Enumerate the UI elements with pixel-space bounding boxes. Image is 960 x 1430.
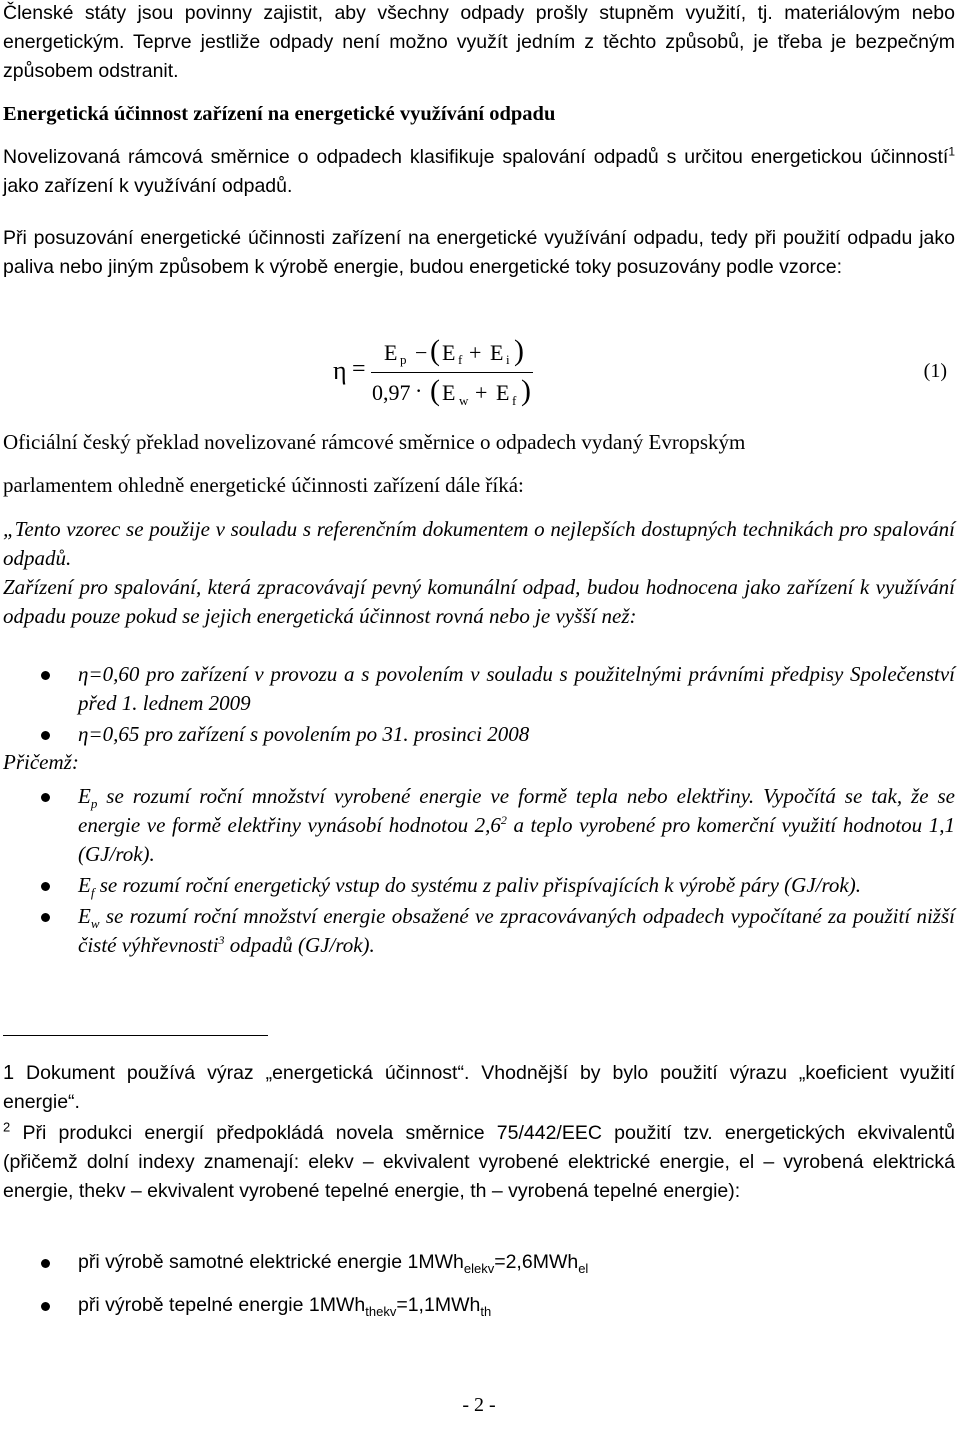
efficiency-threshold-list	[3, 660, 955, 749]
formula-num-sub-p: p	[400, 352, 407, 367]
list-item: η=0,60 pro zařízení v provozu a s povolením v souladu s použitelnými právními předpisy Společenství před 1. lednem 2009	[3, 660, 955, 718]
item-sub: el	[578, 1260, 589, 1276]
definition-text: a teplo vyrobené pro komerční využití hodnotou 1,1 (GJ/rok).	[78, 813, 955, 866]
footnote-ref-2: 2	[500, 813, 507, 827]
formula-num-E2: E	[442, 340, 456, 365]
formula-den-sub-f: f	[512, 393, 517, 408]
quote-paragraph-2: Zařízení pro spalování, která zpracovávají pevný komunální odpad, budou hodnocena jako zařízení k využívání odpadu pouze pokud se jejich energetická účinnost rovná nebo je vyšší než:	[3, 575, 955, 628]
footnote-ref-3: 3	[218, 933, 225, 947]
formula-fraction-bar	[371, 372, 533, 373]
pricemz-label: Přičemž:	[3, 750, 79, 774]
item-sub: elekv	[463, 1260, 495, 1276]
symbol-sub: f	[90, 885, 95, 901]
paragraph-text: jako zařízení k využívání odpadů.	[3, 175, 293, 197]
item-sub: thekv	[365, 1303, 397, 1319]
symbol-sub: w	[90, 916, 100, 932]
symbol: E	[78, 904, 91, 928]
paragraph-official-translation-line1: Oficiální český překlad novelizované rámcové směrnice o odpadech vydaný Evropským	[3, 430, 746, 454]
footnote-text: Při produkci energií předpokládá novela směrnice 75/442/EEC použití tzv. energetických ekvivalentů (přičemž dolní indexy znamenají: elekv – ekvivalent vyrobené elektrické energie, el – vyrobená elektrická energie, thekv – ekvivalent vyrobené tepelné energie, th – vyrobená tepelné energie):	[3, 1122, 955, 1202]
definition-text: se rozumí roční množství vyrobené energie ve formě tepla nebo elektřiny. Vypočítá se tak, že se energie ve formě elektřiny vynásobí hodnotou 2,6	[78, 784, 955, 837]
item-text: =1,1MWh	[396, 1294, 481, 1316]
item-sub: th	[480, 1303, 492, 1319]
definition-text: se rozumí roční energetický vstup do systému z paliv přispívajících k výrobě páry (GJ/rok).	[94, 873, 861, 897]
list-item: η=0,65 pro zařízení s povolením po 31. prosinci 2008	[3, 720, 955, 749]
paragraph-text: Novelizovaná rámcová směrnice o odpadech klasifikuje spalování odpadů s určitou energetickou účinností	[3, 146, 949, 168]
symbol: E	[78, 784, 91, 808]
definitions-list	[3, 782, 955, 960]
formula-num-sub-i: i	[506, 352, 510, 367]
item-text: při výrobě tepelné energie 1MWh	[78, 1294, 366, 1316]
formula-den-lparen: (	[430, 374, 440, 407]
efficiency-formula	[3, 334, 955, 408]
list-item	[3, 1291, 955, 1320]
formula-den-E2: E	[496, 380, 510, 405]
equation-number: (1)	[923, 360, 947, 382]
footnote-ref-1: 1	[948, 144, 955, 159]
definition-text: odpadů (GJ/rok).	[224, 933, 375, 957]
formula-num-lparen: (	[430, 334, 440, 367]
formula-num-rparen: )	[514, 334, 524, 367]
footnote-text: Dokument používá výraz „energetická účinnost“. Vhodnější by bylo použití výrazu „koeficient využití energie“.	[3, 1062, 955, 1113]
list-item	[3, 902, 955, 960]
footnote-separator	[3, 1035, 268, 1036]
list-item	[3, 1248, 955, 1277]
item-text: =2,6MWh	[494, 1251, 579, 1273]
formula-den-sub-w: w	[459, 393, 469, 408]
section-heading: Energetická účinnost zařízení na energetické využívání odpadu	[3, 103, 556, 125]
paragraph-official-translation-line2: parlamentem ohledně energetické účinnosti zařízení dále říká:	[3, 473, 524, 497]
formula-den-dot: ·	[415, 378, 423, 403]
energy-equivalents-list	[3, 1248, 955, 1320]
item-text: při výrobě samotné elektrické energie 1MWh	[78, 1251, 464, 1273]
formula-num-sub-f: f	[458, 352, 463, 367]
formula-num-plus: +	[469, 340, 482, 365]
footnote-1	[3, 1059, 955, 1117]
symbol: E	[78, 873, 91, 897]
page-number: - 2 -	[462, 1394, 496, 1416]
symbol-sub: p	[90, 796, 98, 812]
formula-den-plus: +	[475, 380, 488, 405]
quote-paragraph-1: „Tento vzorec se použije v souladu s referenčním dokumentem o nejlepších dostupných technikách pro spalování odpadů.	[3, 517, 955, 570]
paragraph-assessment: Při posuzování energetické účinnosti zařízení na energetické využívání odpadu, tedy při použití odpadu jako paliva nebo jiným způsobem k výrobě energie, budou energetické toky posuzovány podle vzorce:	[3, 227, 955, 278]
formula-num-E: E	[384, 340, 398, 365]
list-item	[3, 782, 955, 869]
formula-eta: η	[333, 356, 347, 385]
formula-num-E3: E	[490, 340, 504, 365]
formula-den-E: E	[442, 380, 456, 405]
formula-den-coef: 0,97	[372, 380, 411, 405]
intro-paragraph: Členské státy jsou povinny zajistit, aby všechny odpady prošly stupněm využití, tj. materiálovým nebo energetickým. Teprve jestliže odpady není možno využít jedním z těchto způsobů, je třeba je bezpečným způsobem odstranit.	[3, 2, 955, 82]
footnote-mark: 1	[3, 1062, 15, 1084]
footnote-2	[3, 1119, 955, 1206]
formula-num-minus: −	[415, 340, 428, 365]
definition-text: se rozumí roční množství energie obsažené ve zpracovávaných odpadech vypočítané za použití nižší čisté výhřevnosti	[78, 904, 955, 957]
paragraph-classification	[3, 143, 955, 201]
footnote-mark: 2	[3, 1119, 11, 1135]
list-item	[3, 871, 955, 900]
formula-den-rparen: )	[521, 374, 531, 407]
formula-equals: =	[352, 356, 366, 382]
